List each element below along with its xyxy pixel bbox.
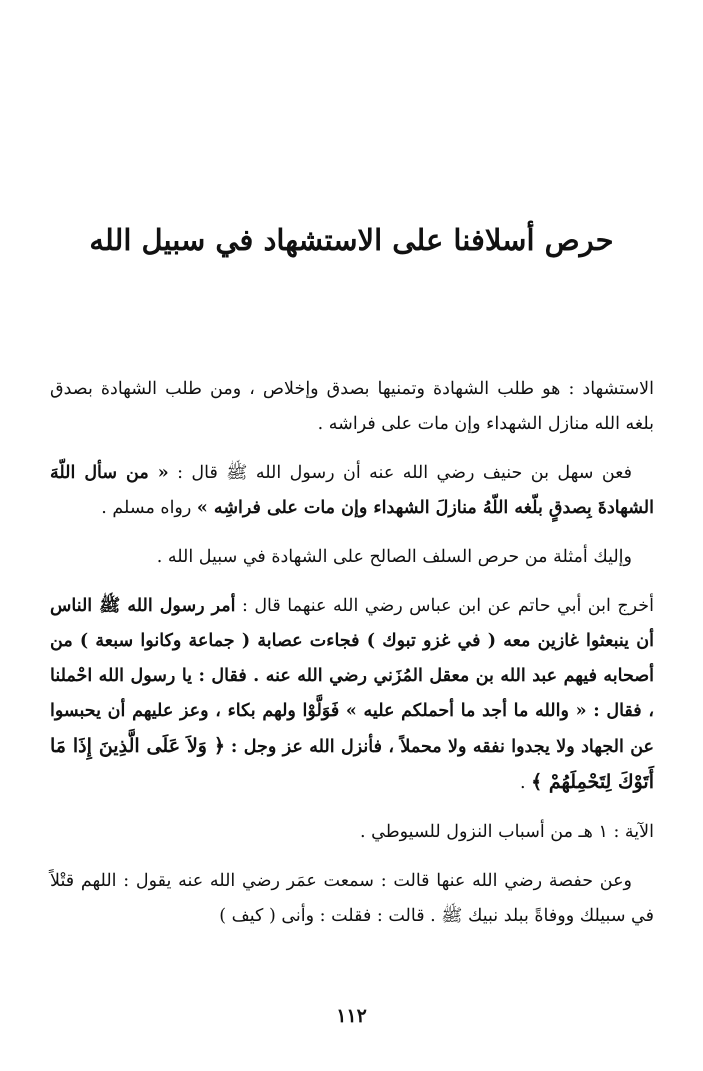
quran-verse: ﴿ وَلاَ عَلَى الَّذِينَ إِذَا مَا أَتَوْكَ لِتَحْمِلَهُمْ ﴾	[50, 735, 654, 793]
chapter-title: حرص أسلافنا على الاستشهاد في سبيل الله	[89, 223, 614, 257]
hadith-intro: فعن سهل بن حنيف رضي الله عنه أن رسول الله ﷺ قال :	[177, 463, 632, 483]
hadith-source: رواه مسلم .	[101, 498, 192, 518]
tabuk-narration-paragraph	[50, 589, 654, 801]
narration-quote: أمر رسول الله ﷺ الناس أن ينبعثوا غازين معه ( في غزو تبوك ) فجاءت عصابة ( جماعة وكانوا سبعة ) من أصحابه فيهم عبد الله بن معقل المُزَني رضي الله عنه . فقال : يا رسول الله احْملنا ، فقال : « والله ما أجد ما أحملكم عليه » فَوَلَّوْا ولهم بكاء ، وعز عليهم أن يحبسوا عن الجهاد ولا يجدوا نفقه ولا محملاً ، فأنزل الله عز وجل :	[50, 596, 654, 757]
hadith-text: « من سأل اللّهَ الشهادةَ بِصدقٍ بلّغه اللّهُ منازلَ الشهداء وإن مات على فراشِه »	[50, 463, 654, 518]
definition-paragraph: الاستشهاد : هو طلب الشهادة وتمنيها بصدق وإخلاص ، ومن طلب الشهادة بصدق بلغه الله منازل الشهداء وإن مات على فراشه .	[50, 379, 654, 434]
narration-intro: أخرج ابن أبي حاتم عن ابن عباس رضي الله عنهما قال :	[241, 596, 654, 616]
footnote-reference: الآية : ١ هـ من أسباب النزول للسيوطي .	[359, 822, 654, 842]
hadith-paragraph	[50, 456, 654, 526]
chapter-body	[50, 372, 654, 948]
examples-intro-paragraph: وإليك أمثلة من حرص السلف الصالح على الشهادة في سبيل الله .	[156, 547, 632, 567]
narration-end: .	[519, 773, 526, 793]
page-number: ١١٢	[336, 1005, 367, 1027]
hafsa-narration-paragraph: وعن حفصة رضي الله عنها قالت : سمعت عمَر رضي الله عنه يقول : اللهم قتْلاً في سبيلك ووفاةً ببلد نبيك ﷺ . قالت : فقلت : وأنى ( كيف )	[50, 871, 654, 926]
